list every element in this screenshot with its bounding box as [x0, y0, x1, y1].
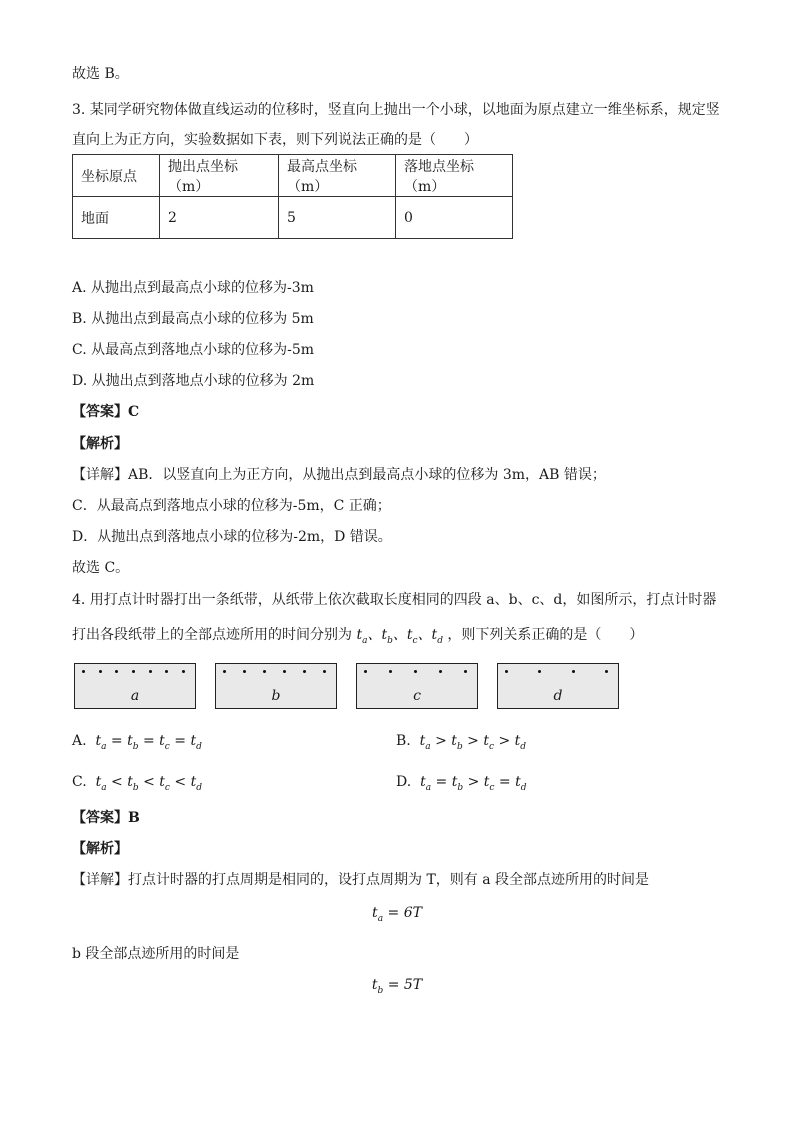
- tape-dot: [572, 670, 575, 673]
- tape-d: [497, 663, 619, 709]
- tape-label: c: [413, 688, 421, 704]
- detail-line: D．从抛出点到落地点小球的位移为-2m，D 错误。: [72, 529, 392, 545]
- text-line: 故选 B。: [72, 66, 129, 82]
- tape-dot: [414, 670, 417, 673]
- tape-dot: [99, 670, 102, 673]
- tape-dots: [82, 670, 185, 678]
- table-header-cell: 最高点坐标（m）: [279, 155, 396, 197]
- q4-option-b: B. $t_a > t_b > t_c > t_d$: [396, 733, 527, 752]
- tape-dot: [364, 670, 367, 673]
- q4-text-pre: 打出各段纸带上的全部点迹所用的时间分别为: [72, 627, 352, 643]
- option-b: B. 从抛出点到最高点小球的位移为 5m: [72, 311, 314, 327]
- table-header-cell: 坐标原点: [73, 155, 160, 197]
- tape-dot: [303, 670, 306, 673]
- tape-dot: [132, 670, 135, 673]
- tape-dot: [223, 670, 226, 673]
- time-symbols: $t_a$、$t_b$、$t_c$、$t_d$: [356, 627, 443, 646]
- table-header-cell: 落地点坐标（m）: [396, 155, 513, 197]
- tape-dot: [283, 670, 286, 673]
- analysis-label: 【解析】: [72, 841, 128, 857]
- detail-line: b 段全部点迹所用的时间是: [72, 946, 240, 962]
- tape-dots: [364, 670, 467, 678]
- data-table: [72, 154, 513, 239]
- tape-dot: [115, 670, 118, 673]
- question-4-text-cont: [72, 625, 643, 651]
- tape-dot: [464, 670, 467, 673]
- q4-option-a: A. $t_a = t_b = t_c = t_d$: [72, 733, 202, 752]
- table-cell: 2: [160, 197, 279, 239]
- tape-dot: [538, 670, 541, 673]
- tape-dot: [165, 670, 168, 673]
- table-cell: 0: [396, 197, 513, 239]
- table-header-row: [73, 155, 513, 197]
- tape-dot: [605, 670, 608, 673]
- tape-dot: [439, 670, 442, 673]
- equation-ta: $t_a = 6T$: [372, 905, 422, 924]
- option-a: A. 从抛出点到最高点小球的位移为-3m: [72, 280, 314, 296]
- answer-label: 【答案】B: [72, 810, 140, 826]
- tape-dot: [263, 670, 266, 673]
- tape-a: [74, 663, 196, 709]
- table-cell: 地面: [73, 197, 160, 239]
- tape-dot: [82, 670, 85, 673]
- tape-dots: [223, 670, 326, 678]
- question-3-text-cont: 直向上为正方向，实验数据如下表，则下列说法正确的是（ ）: [72, 132, 478, 148]
- option-d: D. 从抛出点到落地点小球的位移为 2m: [72, 373, 315, 389]
- tape-dot: [323, 670, 326, 673]
- question-3-text: 3. 某同学研究物体做直线运动的位移时，竖直向上抛出一个小球，以地面为原点建立一维坐标系，规定竖: [72, 102, 720, 118]
- analysis-label: 【解析】: [72, 436, 128, 452]
- option-c: C. 从最高点到落地点小球的位移为-5m: [72, 342, 315, 358]
- tape-label: d: [553, 688, 563, 704]
- q4-option-c: C. $t_a < t_b < t_c < t_d$: [72, 774, 202, 793]
- tape-c: [356, 663, 478, 709]
- table-cell: 5: [279, 197, 396, 239]
- tape-dots: [505, 670, 608, 678]
- tape-dot: [505, 670, 508, 673]
- detail-line: 【详解】AB．以竖直向上为正方向，从抛出点到最高点小球的位移为 3m，AB 错误；: [72, 467, 606, 483]
- q4-option-d: D. $t_a = t_b > t_c = t_d$: [396, 774, 527, 793]
- tape-label: a: [130, 688, 140, 704]
- tape-dot: [243, 670, 246, 673]
- detail-line: 故选 C。: [72, 560, 130, 576]
- equation-tb: $t_b = 5T$: [371, 977, 423, 996]
- tape-dot: [182, 670, 185, 673]
- tape-dot: [389, 670, 392, 673]
- question-4-text: 4. 用打点计时器打出一条纸带，从纸带上依次截取长度相同的四段 a、b、c、d，如图所示，打点计时器: [72, 592, 717, 608]
- detail-line: C．从最高点到落地点小球的位移为-5m，C 正确；: [72, 498, 391, 514]
- answer-label: 【答案】C: [72, 404, 140, 420]
- table-row: [73, 197, 513, 239]
- tape-label: b: [271, 688, 281, 704]
- tape-dot: [149, 670, 152, 673]
- tape-b: [215, 663, 337, 709]
- detail-line: 【详解】打点计时器的打点周期是相同的，设打点周期为 T，则有 a 段全部点迹所用的时间是: [72, 872, 650, 888]
- table-header-cell: 抛出点坐标（m）: [160, 155, 279, 197]
- q4-text-post: ，则下列关系正确的是（ ）: [447, 627, 644, 643]
